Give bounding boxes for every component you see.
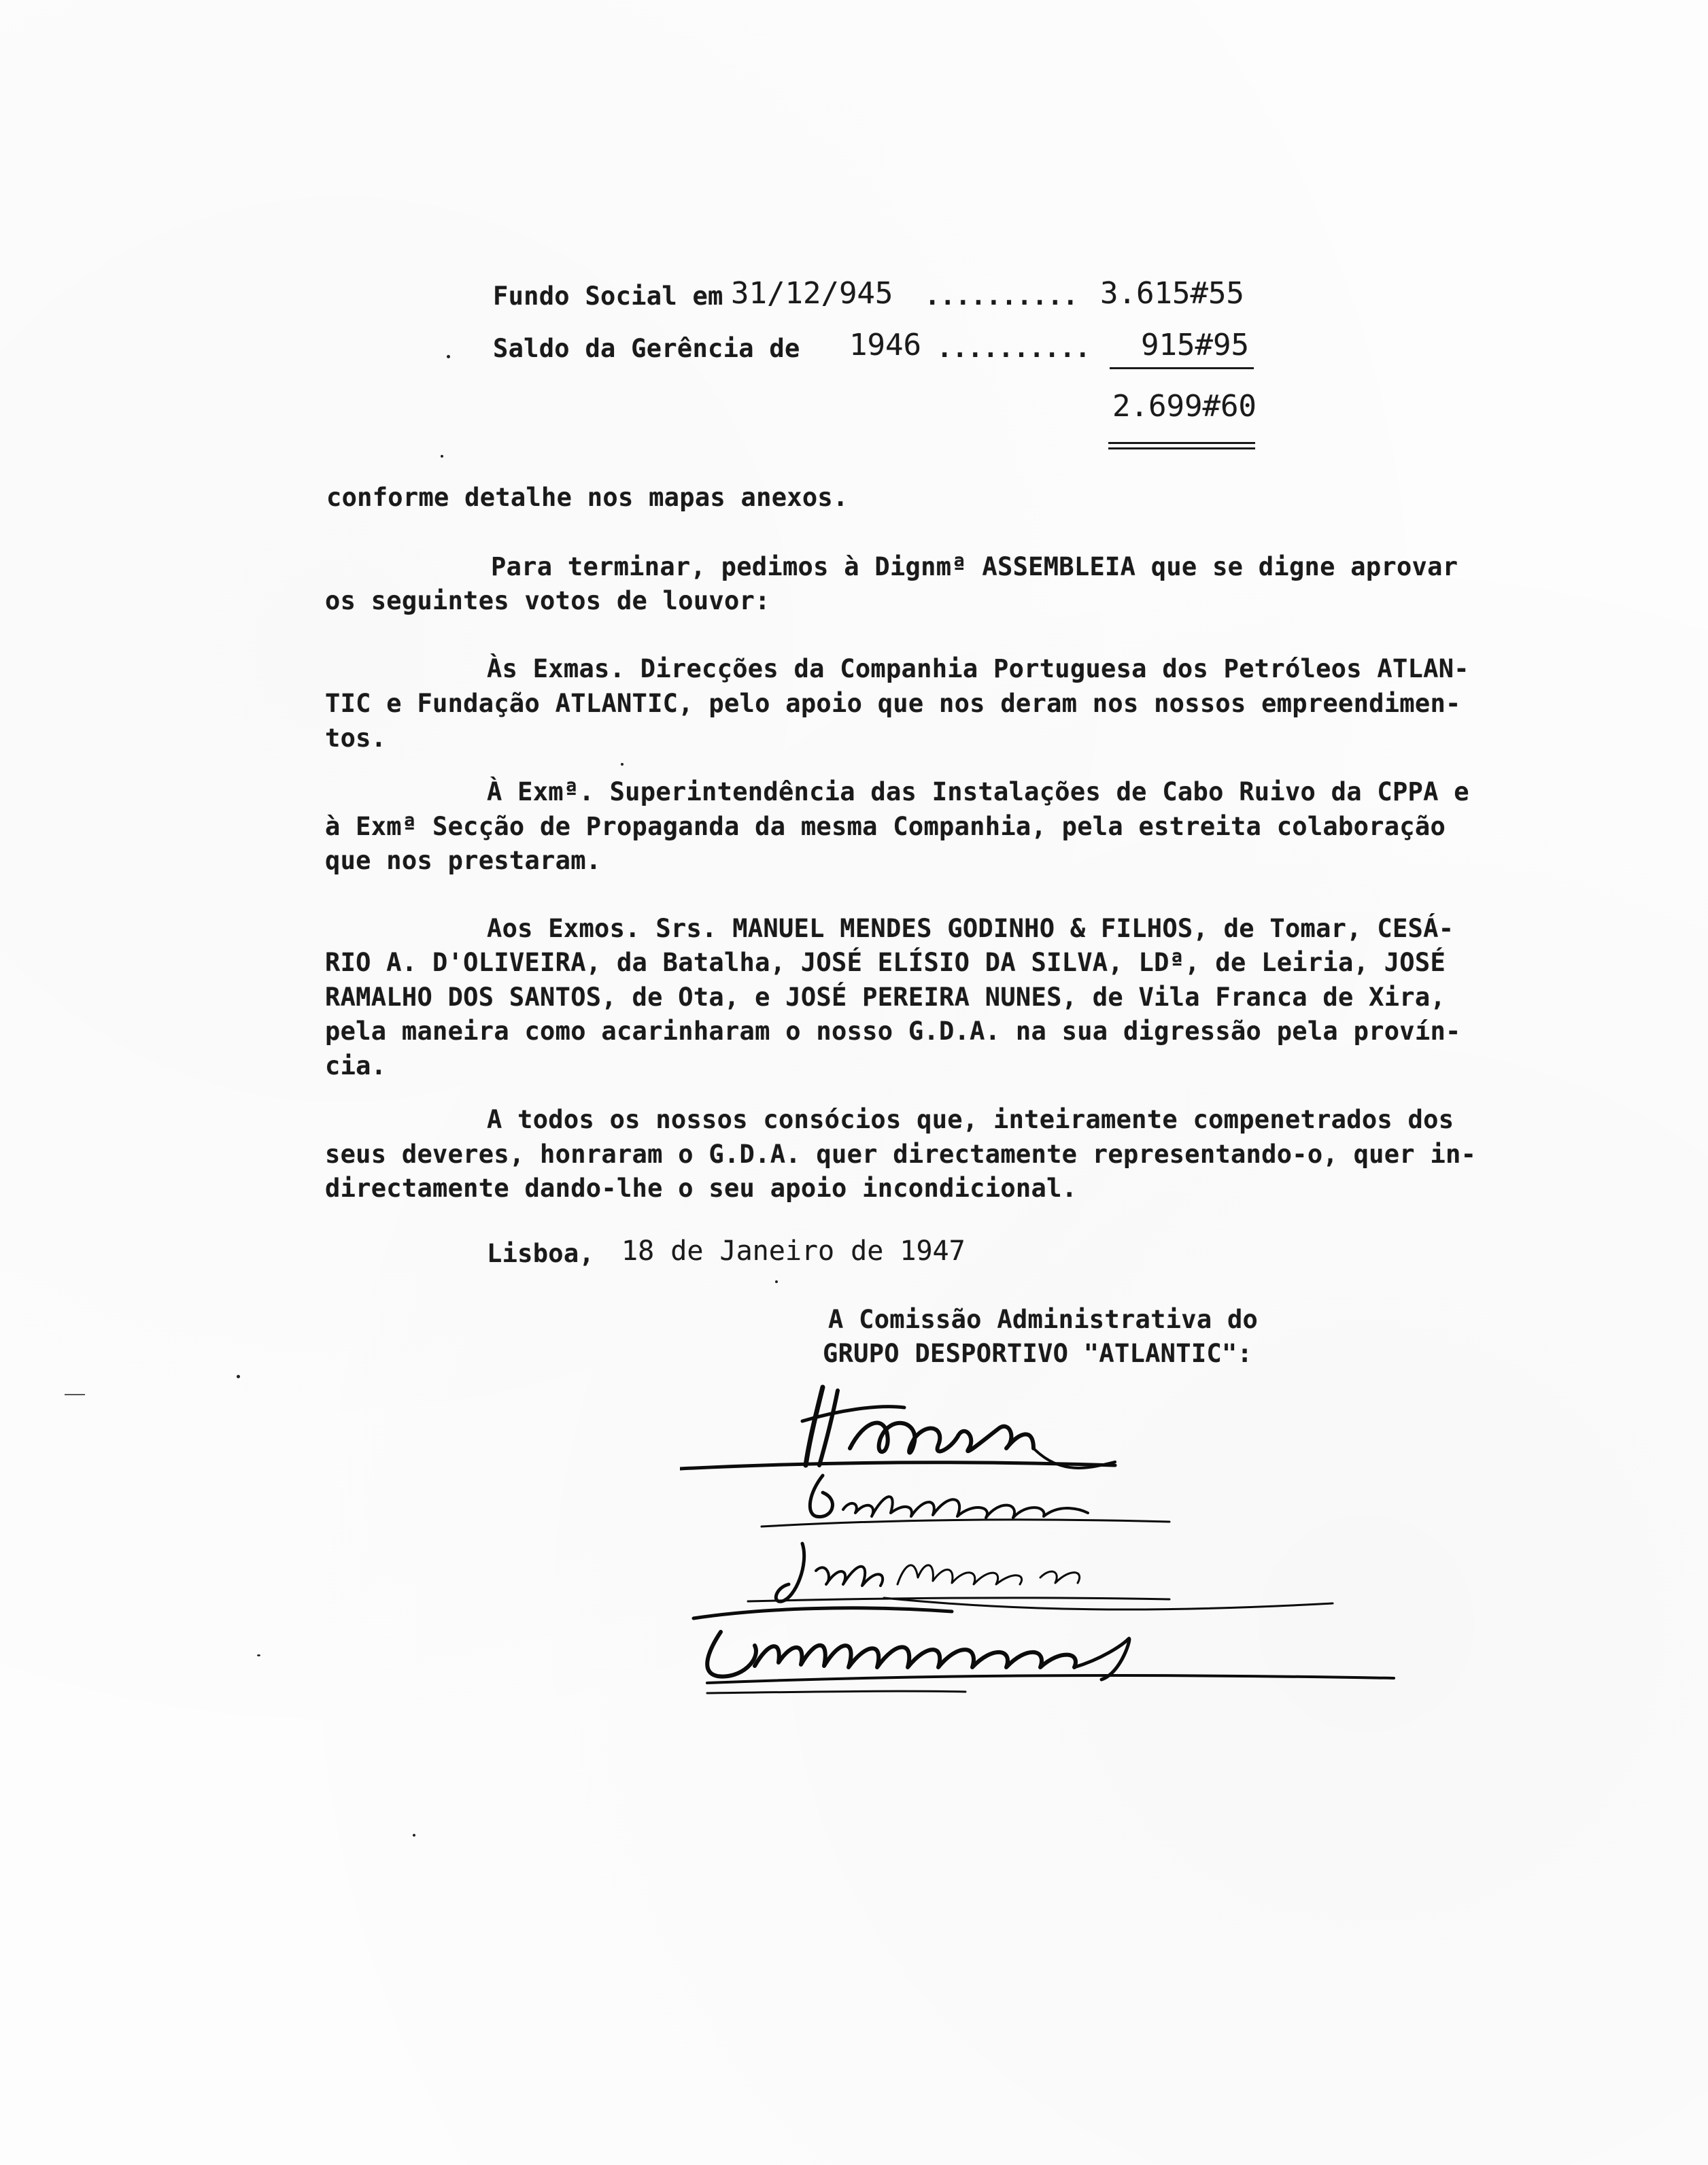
balance-row-2-label: Saldo da Gerência de (493, 334, 800, 363)
signature-3 (748, 1544, 1169, 1601)
scan-speck (413, 1834, 415, 1837)
body-line-15: A todos os nossos consócios que, inteiramente compenetrados dos (487, 1105, 1454, 1134)
signatures-ink (680, 1374, 1469, 1727)
signature-4 (694, 1598, 1394, 1693)
commission-line-1: A Comissão Administrativa do (828, 1305, 1259, 1334)
body-line-3: os seguintes votos de louvor: (325, 586, 770, 615)
body-line-13: pela maneira como acarinharam o nosso G.D.A. na sua digressão pela provín- (325, 1017, 1461, 1046)
body-line-14: cia. (325, 1051, 387, 1080)
scan-speck (257, 1654, 260, 1656)
signature-1 (680, 1387, 1115, 1469)
body-line-16: seus deveres, honraram o G.D.A. quer directamente representando-o, quer in- (325, 1140, 1477, 1169)
closing-place: Lisboa, (487, 1239, 595, 1268)
balance-row-2-amount: 915#95 (1141, 328, 1249, 362)
body-line-8: à Exmª Secção de Propaganda da mesma Companhia, pela estreita colaboração (325, 812, 1446, 841)
total-double-rule-bottom (1108, 447, 1255, 449)
scan-mark (65, 1394, 85, 1395)
body-line-10: Aos Exmos. Srs. MANUEL MENDES GODINHO & FILHOS, de Tomar, CESÁ- (487, 914, 1454, 943)
body-line-2: Para terminar, pedimos à Dignmª ASSEMBLEIA que se digne aprovar (491, 552, 1458, 581)
signature-2 (762, 1476, 1169, 1527)
commission-line-2: GRUPO DESPORTIVO "ATLANTIC": (823, 1339, 1253, 1368)
body-line-5: TIC e Fundação ATLANTIC, pelo apoio que nos deram nos nossos empreendimen- (325, 689, 1461, 718)
signatures-block (680, 1374, 1469, 1727)
body-line-17: directamente dando-lhe o seu apoio incondicional. (325, 1174, 1078, 1203)
scan-speck (441, 455, 443, 458)
body-line-12: RAMALHO DOS SANTOS, de Ota, e JOSÉ PEREIRA NUNES, de Vila Franca de Xira, (325, 983, 1446, 1012)
total-double-rule-top (1108, 442, 1255, 444)
scan-speck (237, 1375, 240, 1378)
balance-row-1-amount: 3.615#55 (1100, 276, 1244, 311)
balance-row-1-date: 31/12/945 (731, 276, 893, 311)
scan-speck (447, 355, 450, 358)
body-line-11: RIO A. D'OLIVEIRA, da Batalha, JOSÉ ELÍSIO DA SILVA, LDª, de Leiria, JOSÉ (325, 948, 1446, 977)
body-line-6: tos. (325, 723, 387, 753)
balance-row-2-date: 1946 (849, 328, 921, 362)
balance-total: 2.699#60 (1112, 389, 1257, 424)
body-line-9: que nos prestaram. (325, 846, 602, 875)
subtotal-rule (1110, 367, 1254, 369)
body-line-1: conforme detalhe nos mapas anexos. (326, 483, 849, 512)
balance-row-1-label: Fundo Social em (493, 282, 723, 311)
scan-speck (775, 1280, 778, 1283)
body-line-7: À Exmª. Superintendência das Instalações de Cabo Ruivo da CPPA e (487, 777, 1469, 806)
balance-row-1-leader: .......... (925, 282, 1078, 311)
body-line-4: Às Exmas. Direcções da Companhia Portuguesa dos Petróleos ATLAN- (487, 654, 1469, 683)
balance-row-2-leader: .......... (937, 334, 1091, 363)
scan-speck (621, 763, 624, 766)
closing-date: 18 de Janeiro de 1947 (621, 1235, 966, 1267)
